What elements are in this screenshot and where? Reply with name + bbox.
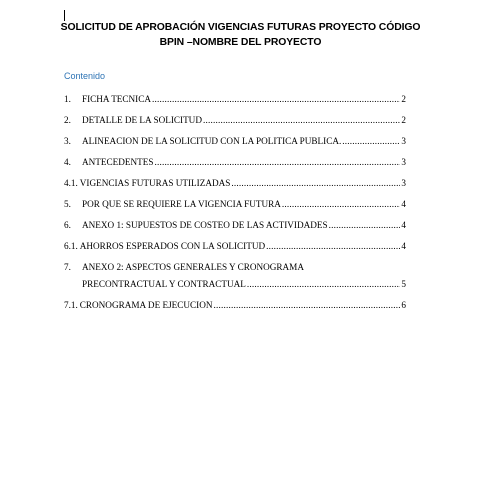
toc-entry-label-continued: PRECONTRACTUAL Y CONTRACTUAL	[82, 279, 246, 289]
toc-entry-label: CRONOGRAMA DE EJECUCION	[79, 300, 213, 310]
toc-leader-dots	[203, 114, 400, 126]
toc-entry-page: 2	[401, 94, 406, 104]
toc-entry-page: 4	[401, 199, 406, 209]
toc-entry-number: 4.	[64, 157, 71, 167]
table-of-contents	[64, 93, 406, 311]
toc-entry-2[interactable]	[64, 114, 406, 126]
toc-entry-1[interactable]	[64, 93, 406, 105]
toc-leader-dots	[266, 240, 400, 252]
toc-heading: Contenido	[64, 71, 106, 81]
toc-entry-label: VIGENCIAS FUTURAS UTILIZADAS	[79, 178, 231, 188]
toc-leader-dots	[231, 177, 400, 189]
toc-entry-label: ANEXO 2: ASPECTOS GENERALES Y CRONOGRAMA	[82, 262, 304, 272]
toc-entry-page: 5	[401, 279, 406, 289]
toc-entry-number: 7.1.	[64, 300, 78, 310]
toc-entry-number: 5.	[64, 199, 71, 209]
toc-entry-7-line-2	[64, 278, 406, 290]
toc-entry-6[interactable]	[64, 219, 406, 231]
toc-entry-page: 3	[401, 178, 406, 188]
toc-entry-6-1[interactable]	[64, 240, 406, 252]
toc-entry-number: 7.	[64, 262, 71, 272]
toc-entry-number: 1.	[64, 94, 71, 104]
toc-entry-7-line-1	[64, 261, 406, 273]
toc-leader-dots	[329, 219, 401, 231]
toc-entry-page: 6	[401, 300, 406, 310]
toc-leader-dots	[247, 278, 401, 290]
title-line-1: SOLICITUD DE APROBACIÓN VIGENCIAS FUTURAS PROYECTO CÓDIGO	[60, 22, 421, 33]
toc-entry-page: 2	[401, 115, 406, 125]
title-line-2: BPIN –NOMBRE DEL PROYECTO	[159, 37, 322, 48]
toc-entry-number: 2.	[64, 115, 71, 125]
toc-entry-7-1[interactable]	[64, 299, 406, 311]
toc-entry-page: 3	[401, 136, 406, 146]
toc-entry-label: POR QUE SE REQUIERE LA VIGENCIA FUTURA	[82, 199, 281, 209]
toc-entry-label: FICHA TECNICA	[82, 94, 151, 104]
toc-leader-dots	[342, 135, 400, 147]
toc-entry-number: 6.1.	[64, 241, 78, 251]
toc-leader-dots	[154, 156, 400, 168]
toc-leader-dots	[152, 93, 400, 105]
toc-entry-number: 3.	[64, 136, 71, 146]
toc-entry-number: 6.	[64, 220, 71, 230]
toc-entry-7[interactable]	[64, 261, 406, 290]
toc-entry-label: AHORROS ESPERADOS CON LA SOLICITUD	[79, 241, 266, 251]
toc-entry-label: ALINEACION DE LA SOLICITUD CON LA POLITICA PUBLICA.	[82, 136, 342, 146]
toc-entry-4[interactable]	[64, 156, 406, 168]
toc-entry-3[interactable]	[64, 135, 406, 147]
toc-entry-label: ANTECEDENTES	[82, 157, 154, 167]
toc-entry-page: 4	[401, 241, 406, 251]
document-title	[50, 20, 431, 50]
toc-entry-5[interactable]	[64, 198, 406, 210]
toc-entry-label: DETALLE DE LA SOLICITUD	[82, 115, 202, 125]
toc-leader-dots	[282, 198, 401, 210]
toc-entry-number: 4.1.	[64, 178, 78, 188]
toc-entry-page: 3	[401, 157, 406, 167]
toc-entry-page: 4	[401, 220, 406, 230]
toc-entry-4-1[interactable]	[64, 177, 406, 189]
toc-leader-dots	[214, 299, 401, 311]
toc-entry-label: ANEXO 1: SUPUESTOS DE COSTEO DE LAS ACTIVIDADES	[82, 220, 328, 230]
